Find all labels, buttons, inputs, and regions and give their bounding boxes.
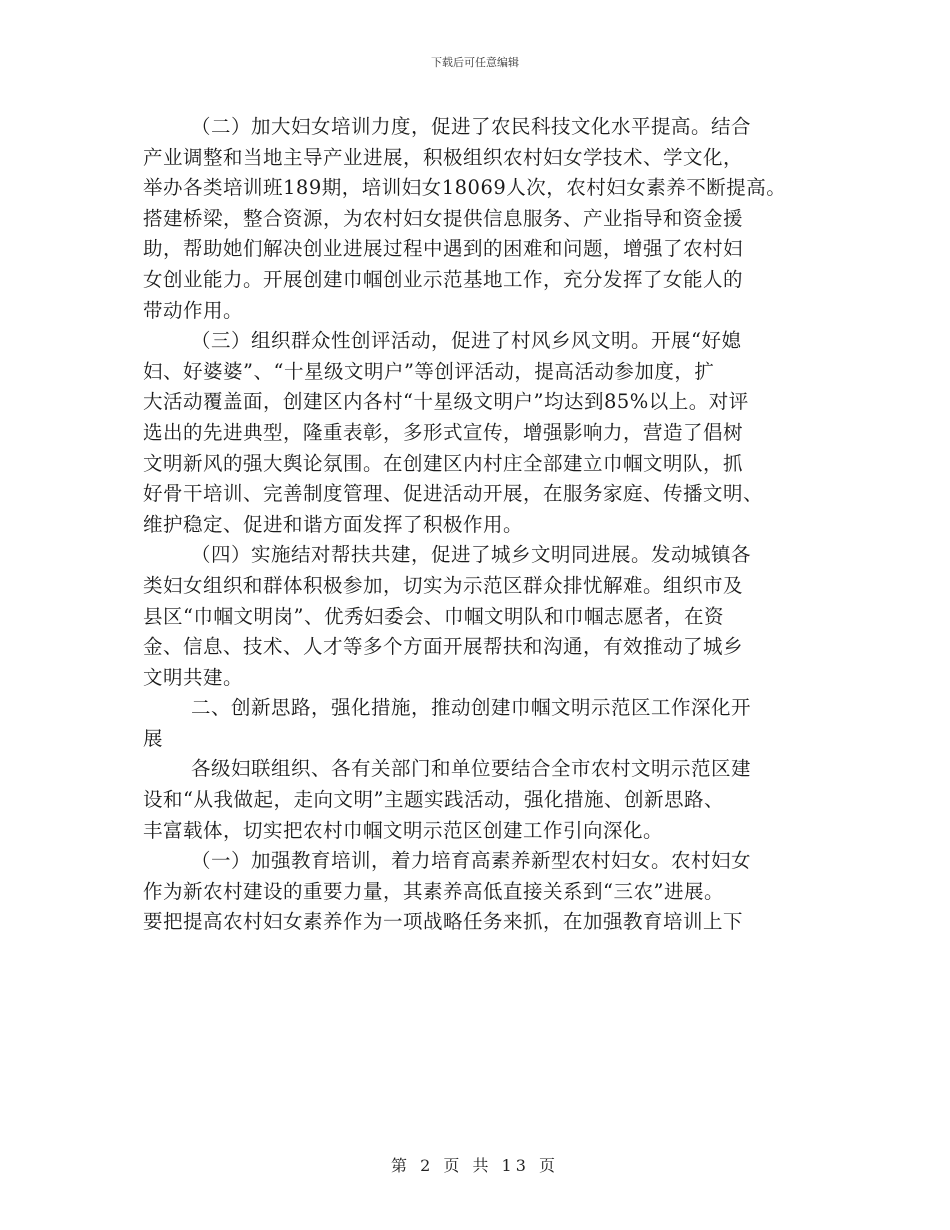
paragraph xyxy=(143,540,815,693)
text-line: 妇、好婆婆”、“十星级文明户”等创评活动，提高活动参加度，扩 xyxy=(143,359,715,383)
text-line: 文明共建。 xyxy=(143,665,244,689)
text-line: 金、信息、技术、人才等多个方面开展帮扶和沟通，有效推动了城乡 xyxy=(143,635,744,659)
heading-line: 展 xyxy=(143,726,164,750)
text-line: 类妇女组织和群体积极参加，切实为示范区群众排忧解难。组织市及 xyxy=(143,573,744,597)
heading-line: 二、创新思路，强化措施，推动创建巾帼文明示范区工作深化开 xyxy=(191,696,752,720)
text-line: 丰富载体，切实把农村巾帼文明示范区创建工作引向深化。 xyxy=(143,818,664,842)
text-line: 文明新风的强大舆论氛围。在创建区内村庄全部建立巾帼文明队，抓 xyxy=(143,451,744,475)
page-footer: 第 2 页 共 13 页 xyxy=(391,1156,559,1175)
text-line: 设和“从我做起，走向文明”主题实践活动，强化措施、创新思路、 xyxy=(143,788,724,812)
page-header: 下载后可任意编辑 xyxy=(431,56,519,69)
text-line: 要把提高农村妇女素养作为一项战略任务来抓，在加强教育培训上下 xyxy=(143,910,744,934)
text-line: 好骨干培训、完善制度管理、促进活动开展，在服务家庭、传播文明、 xyxy=(143,482,764,506)
text-line: 各级妇联组织、各有关部门和单位要结合全市农村文明示范区建 xyxy=(191,757,752,781)
text-line: 带动作用。 xyxy=(143,298,244,322)
text-line: 选出的先进典型，隆重表彰，多形式宣传，增强影响力，营造了倡树 xyxy=(143,420,744,444)
section-heading xyxy=(143,693,815,754)
paragraph xyxy=(143,846,815,938)
text-line: （二）加大妇女培训力度，促进了农民科技文化水平提高。结合 xyxy=(191,115,752,138)
text-line: （一）加强教育培训，着力培育高素养新型农村妇女。农村妇女 xyxy=(191,849,752,873)
text-line: （三）组织群众性创评活动，促进了村风乡风文明。开展“好媳 xyxy=(191,329,742,353)
paragraph xyxy=(143,326,815,540)
text-line: 产业调整和当地主导产业进展，积极组织农村妇女学技术、学文化， xyxy=(143,145,744,169)
text-line: 作为新农村建设的重要力量，其素养高低直接关系到“三农”进展。 xyxy=(143,879,724,903)
paragraph xyxy=(143,754,815,846)
text-line: 大活动覆盖面，创建区内各村“十星级文明户”均达到85%以上。对评 xyxy=(143,390,749,414)
document-body xyxy=(143,112,815,938)
text-line: 助，帮助她们解决创业进展过程中遇到的困难和问题，增强了农村妇 xyxy=(143,237,744,261)
paragraph xyxy=(143,112,815,326)
text-line: 举办各类培训班189期，培训妇女18069人次，农村妇女素养不断提高。 xyxy=(143,176,787,200)
text-line: 维护稳定、促进和谐方面发挥了积极作用。 xyxy=(143,512,524,536)
text-line: 搭建桥梁，整合资源，为农村妇女提供信息服务、产业指导和资金援 xyxy=(143,206,744,230)
text-line: 女创业能力。开展创建巾帼创业示范基地工作，充分发挥了女能人的 xyxy=(143,267,744,291)
text-line: （四）实施结对帮扶共建，促进了城乡文明同进展。发动城镇各 xyxy=(191,543,752,567)
text-line: 县区“巾帼文明岗”、优秀妇委会、巾帼文明队和巾帼志愿者，在资 xyxy=(143,604,724,628)
